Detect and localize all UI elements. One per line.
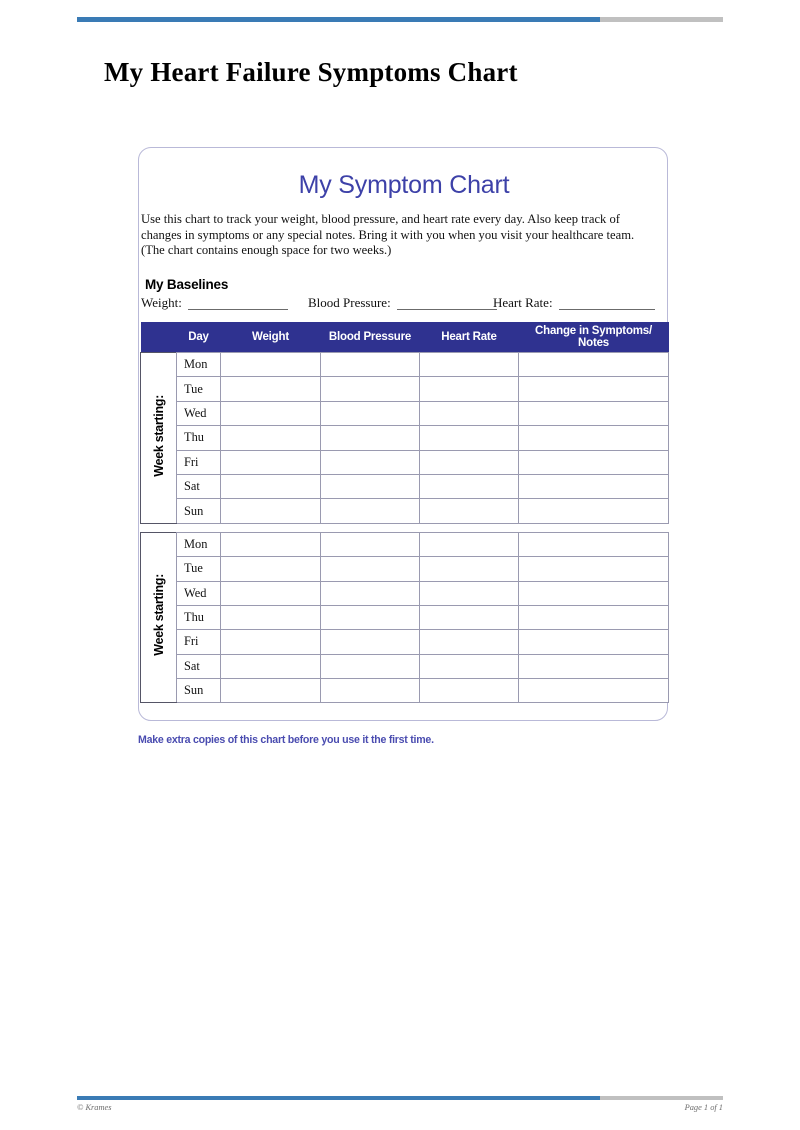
heart-rate-entry-cell[interactable] [420, 499, 519, 523]
blood-pressure-entry-cell[interactable] [321, 630, 420, 654]
baseline-blood-pressure-blank[interactable] [397, 309, 497, 310]
day-label-cell: Tue [177, 377, 221, 401]
baseline-heart-rate-label: Heart Rate: [493, 295, 553, 310]
heart-rate-entry-cell[interactable] [420, 353, 519, 377]
blood-pressure-entry-cell[interactable] [321, 605, 420, 629]
heart-rate-entry-cell[interactable] [420, 557, 519, 581]
blood-pressure-entry-cell[interactable] [321, 353, 420, 377]
week-starting-label: Week starting: [151, 394, 166, 477]
heart-rate-entry-cell[interactable] [420, 679, 519, 703]
blood-pressure-entry-cell[interactable] [321, 450, 420, 474]
day-label-cell: Tue [177, 557, 221, 581]
blood-pressure-entry-cell[interactable] [321, 377, 420, 401]
table-row [141, 557, 669, 581]
blood-pressure-entry-cell[interactable] [321, 654, 420, 678]
card-title: My Symptom Chart [298, 171, 510, 199]
table-header-row [141, 322, 669, 353]
day-label-cell: Fri [177, 450, 221, 474]
blood-pressure-entry-cell[interactable] [321, 532, 420, 556]
weight-entry-cell[interactable] [221, 605, 321, 629]
day-label-cell: Wed [177, 401, 221, 425]
heart-rate-entry-cell[interactable] [420, 450, 519, 474]
header-rule-gray-segment [600, 17, 723, 22]
notes-entry-cell[interactable] [519, 474, 669, 498]
day-label-cell: Mon [177, 532, 221, 556]
weight-entry-cell[interactable] [221, 654, 321, 678]
column-header-heart-rate: Heart Rate [420, 322, 519, 353]
blood-pressure-entry-cell[interactable] [321, 557, 420, 581]
column-header-blood-pressure: Blood Pressure [321, 322, 420, 353]
baseline-heart-rate-field[interactable] [493, 295, 655, 311]
week-starting-label-cell[interactable] [141, 353, 177, 524]
heart-rate-entry-cell[interactable] [420, 581, 519, 605]
notes-entry-cell[interactable] [519, 654, 669, 678]
baselines-fields [141, 295, 665, 313]
weight-entry-cell[interactable] [221, 401, 321, 425]
table-row [141, 377, 669, 401]
notes-entry-cell[interactable] [519, 557, 669, 581]
footer-rule-gray-segment [600, 1096, 723, 1100]
day-label-cell: Sun [177, 679, 221, 703]
notes-entry-cell[interactable] [519, 581, 669, 605]
table-row [141, 353, 669, 377]
day-label-cell: Mon [177, 353, 221, 377]
week-starting-label-cell[interactable] [141, 532, 177, 703]
baseline-heart-rate-blank[interactable] [559, 309, 655, 310]
blood-pressure-entry-cell[interactable] [321, 581, 420, 605]
table-row [141, 581, 669, 605]
table-row [141, 532, 669, 556]
baseline-blood-pressure-field[interactable] [308, 295, 497, 311]
heart-rate-entry-cell[interactable] [420, 426, 519, 450]
day-label-cell: Sat [177, 654, 221, 678]
weight-entry-cell[interactable] [221, 377, 321, 401]
day-label-cell: Sun [177, 499, 221, 523]
blood-pressure-entry-cell[interactable] [321, 679, 420, 703]
column-header-day: Day [177, 322, 221, 353]
column-header-notes: Change in Symptoms/ Notes [519, 322, 669, 353]
weight-entry-cell[interactable] [221, 426, 321, 450]
table-row [141, 499, 669, 523]
weight-entry-cell[interactable] [221, 630, 321, 654]
weight-entry-cell[interactable] [221, 581, 321, 605]
baseline-weight-blank[interactable] [188, 309, 288, 310]
blood-pressure-entry-cell[interactable] [321, 401, 420, 425]
heart-rate-entry-cell[interactable] [420, 377, 519, 401]
table-row [141, 654, 669, 678]
weight-entry-cell[interactable] [221, 499, 321, 523]
notes-entry-cell[interactable] [519, 532, 669, 556]
notes-entry-cell[interactable] [519, 499, 669, 523]
weight-entry-cell[interactable] [221, 679, 321, 703]
heart-rate-entry-cell[interactable] [420, 654, 519, 678]
day-label-cell: Thu [177, 426, 221, 450]
footer-rule [77, 1096, 723, 1100]
table-row [141, 630, 669, 654]
table-row [141, 605, 669, 629]
notes-entry-cell[interactable] [519, 679, 669, 703]
weight-entry-cell[interactable] [221, 474, 321, 498]
weight-entry-cell[interactable] [221, 353, 321, 377]
weight-entry-cell[interactable] [221, 557, 321, 581]
symptom-chart-card [138, 147, 668, 721]
notes-entry-cell[interactable] [519, 353, 669, 377]
day-label-cell: Sat [177, 474, 221, 498]
notes-entry-cell[interactable] [519, 401, 669, 425]
footer-rule-blue-segment [77, 1096, 600, 1100]
extra-copies-note: Make extra copies of this chart before you use it the first time. [138, 734, 434, 746]
table-header [141, 322, 669, 353]
notes-entry-cell[interactable] [519, 605, 669, 629]
footer-page-number: Page 1 of 1 [684, 1103, 723, 1112]
baseline-blood-pressure-label: Blood Pressure: [308, 295, 391, 310]
table-body [141, 353, 669, 703]
week-block-separator [141, 523, 669, 532]
notes-entry-cell[interactable] [519, 630, 669, 654]
table-row [141, 426, 669, 450]
heart-rate-entry-cell[interactable] [420, 401, 519, 425]
notes-entry-cell[interactable] [519, 450, 669, 474]
blood-pressure-entry-cell[interactable] [321, 426, 420, 450]
heart-rate-entry-cell[interactable] [420, 630, 519, 654]
table-row [141, 401, 669, 425]
day-label-cell: Wed [177, 581, 221, 605]
table-row [141, 679, 669, 703]
symptom-tracking-table [140, 322, 669, 703]
blood-pressure-entry-cell[interactable] [321, 499, 420, 523]
notes-entry-cell[interactable] [519, 426, 669, 450]
heart-rate-entry-cell[interactable] [420, 605, 519, 629]
column-header-week [141, 322, 177, 353]
heart-rate-entry-cell[interactable] [420, 532, 519, 556]
table-row [141, 474, 669, 498]
page-title: My Heart Failure Symptoms Chart [104, 57, 518, 87]
baseline-weight-label: Weight: [141, 295, 182, 310]
footer-copyright: © Krames [77, 1103, 112, 1112]
baseline-weight-field[interactable] [141, 295, 288, 311]
day-label-cell: Thu [177, 605, 221, 629]
header-rule-blue-segment [77, 17, 600, 22]
heart-rate-entry-cell[interactable] [420, 474, 519, 498]
column-header-weight: Weight [221, 322, 321, 353]
baselines-heading: My Baselines [145, 277, 229, 292]
weight-entry-cell[interactable] [221, 450, 321, 474]
notes-entry-cell[interactable] [519, 377, 669, 401]
table-row [141, 450, 669, 474]
week-starting-label: Week starting: [151, 574, 166, 656]
weight-entry-cell[interactable] [221, 532, 321, 556]
header-rule [77, 17, 723, 22]
blood-pressure-entry-cell[interactable] [321, 474, 420, 498]
week-block-separator-cell [141, 523, 669, 532]
card-intro-text: Use this chart to track your weight, blood pressure, and heart rate every day. Also keep track of changes in symptoms or any special notes. Bring it with you when you visit your healthcare team. (The chart contains enough space for two weeks.) [141, 212, 635, 258]
day-label-cell: Fri [177, 630, 221, 654]
